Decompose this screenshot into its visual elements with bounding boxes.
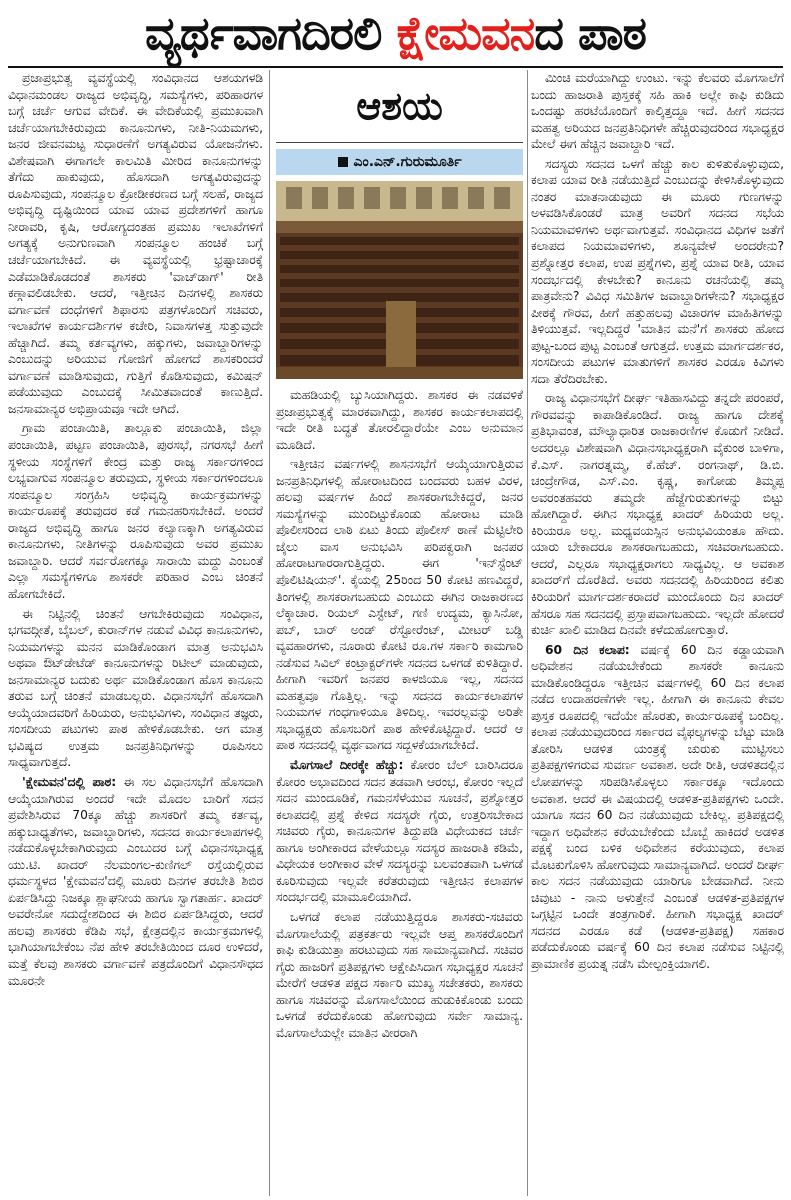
paragraph: ಈ ನಿಟ್ಟಿನಲ್ಲಿ ಚಿಂತನೆ ಆಗಬೇಕಿರುವುದು ಸಂವಿಧಾನ, ಭಗವದ್ಗೀತೆ, ಬೈಬಲ್, ಕುರಾನ್‌ಗಳ ನಡುವೆ ವಿವಿಧ ಕಾನೂನುಗಳು, ನಿಯಮಗಳನ್ನು ಮನನ ಮಾಡಿಕೊಂಡಾಗ ಮಾತ್ರ ಅನುಭವಿಸಿ ಅಥವಾ ಔಟ್‌ಡೇಟೆಡ್ ಕಾನೂನುಗಳನ್ನು ರಿಟೀಲ್ ಮಾಡುವುದು, ಜನಸಾಮಾನ್ಯರ ಬದುಕು ಅರ್ಥ ಮಾಡಿಕೊಂಡಾಗ ಹೊಸ ಕಾನೂನು ತರುವ ಬಗ್ಗೆ ಚಿಂತನೆ ಮಾಡಬಲ್ಲರು. ವಿಧಾನಸಭೆಗೆ ಹೊಸದಾಗಿ ಆಯ್ಕೆಯಾದವರಿಗೆ ಹಿರಿಯರು, ಅನುಭವಿಗಳು, ಸಂವಿಧಾನ ತಜ್ಞರು, ಸಂಸದೀಯ ಪಟುಗಳು ಪಾಠ ಹೇಳಿಕೊಡಬೇಕು. ಆಗ ಮಾತ್ರ ಭವಿಷ್ಯದ ಉತ್ತಮ ಜನಪ್ರತಿನಿಧಿಗಳನ್ನು ರೂಪಿಸಲು ಸಾಧ್ಯವಾಗುತ್ತದೆ. — [8, 606, 263, 770]
paragraph: ಸದಸ್ಯರು ಸದನದ ಒಳಗೆ ಹೆಚ್ಚು ಕಾಲ ಕುಳಿತುಕೊಳ್ಳುವುದು, ಕಲಾಪ ಯಾವ ರೀತಿ ನಡೆಯುತ್ತಿದೆ ಎಂಬುದನ್ನು ಕೇಳಿಸಿಕೊಳ್ಳುವುದು ನಂತರ ಮಾತನಾಡುವುದು ಈ ಮೂರು ಗುಣಗಳನ್ನು ಅಳವಡಿಸಿಕೊಂಡರೆ ಮಾತ್ರ ಅವರಿಗೆ ಸದನದ ಸಭೆಯ ನಿಯಮಾವಳಿಗಳು ಅರ್ಥವಾಗುತ್ತವೆ. ಸಂವಿಧಾನದ ವಿಧಿಗಳ ಜತೆಗೆ ಕಲಾಪದ ನಿಯಮಾವಳಿಗಳು, ಶೂನ್ಯವೇಳೆ ಅಂದರೇನು? ಪ್ರಶ್ನೋತ್ತರ ಕಲಾಪ, ಉಪ ಪ್ರಶ್ನೆಗಳು, ಪ್ರಶ್ನೆ ಯಾವ ರೀತಿ, ಯಾವ ಸಂದರ್ಭದಲ್ಲಿ ಕೇಳಬೇಕು? ಕಾನೂನು ರಚನೆಯಲ್ಲಿ ತಮ್ಮ ಪಾತ್ರವೇನು? ವಿವಿಧ ಸಮಿತಿಗಳ ಜವಾಬ್ದಾರಿಗಳೇನು? ಸಭಾಧ್ಯಕ್ಷರ ಪೀಠಕ್ಕೆ ಗೌರವ, ಹೀಗೆ ಹತ್ತುಹಲವು ವಿಚಾರಗಳ ಮಾಹಿತಿಗಳನ್ನು ತಿಳಿಯುತ್ತವೆ. ಇಲ್ಲದಿದ್ದರೆ 'ಮಾತಿನ ಮನೆ'ಗೆ ಶಾಸಕರು ಹೋದ ಪುಟ್ಟ-ಬಂದ ಪುಟ್ಟ ಎಂಬಂತೆ ಆಗುತ್ತದೆ. ಉತ್ತಮ ಮಾರ್ಗದರ್ಶಕರ, ಸಂಸದೀಯ ಪಟುಗಳ ಮಾತುಗಳಿಗೆ ಶಾಸಕರ ಎರಡೂ ಕಿವಿಗಳು ಸದಾ ತೆರೆದಿರಬೇಕು. — [531, 156, 784, 386]
paragraph: ಪ್ರಜಾಪ್ರಭುತ್ವ ವ್ಯವಸ್ಥೆಯಲ್ಲಿ ಸಂವಿಧಾನದ ಆಶಯಗಳಡಿ ವಿಧಾನಮಂಡಲ ರಾಜ್ಯದ ಅಭಿವೃದ್ಧಿ, ಸಮಸ್ಯೆಗಳು, ಪರಿಹಾರಗಳ ಬಗ್ಗೆ ಚರ್ಚೆ ಆಗುವ ವೇದಿಕೆ. ಈ ವೇದಿಕೆಯಲ್ಲಿ ಪ್ರಮುಖವಾಗಿ ಚರ್ಚೆಯಾಗಬೇಕಿರುವುದು ಕಾನೂನುಗಳು, ನೀತಿ-ನಿಯಮಗಳು, ಜನರ ಜೀವನಮಟ್ಟ ಸುಧಾರಣೆಗೆ ಅಗತ್ಯವಿರುವ ಯೋಜನೆಗಳು. ವಿಶೇಷವಾಗಿ ಈಗಾಗಲೇ ಕಾಲಮಿತಿ ಮೀರಿದ ಕಾನೂನುಗಳನ್ನು ತೆಗೆದು ಹಾಕುವುದು, ಹೊಸದಾಗಿ ಅಗತ್ಯವಿರುವುದನ್ನು ರೂಪಿಸುವುದು, ಸಂಪನ್ಮೂಲ ಕ್ರೋಡೀಕರಣದ ಬಗ್ಗೆ ಸಲಹೆ, ರಾಜ್ಯದ ಅಭಿವೃದ್ಧಿ ದೃಷ್ಟಿಯಿಂದ ಯಾವ ಯಾವ ಪ್ರದೇಶಗಳಿಗೆ ಹಾಗೂ ನೀರಾವರಿ, ಕೃಷಿ, ಆರೋಗ್ಯದಂತಹ ಪ್ರಮುಖ ಇಲಾಖೆಗಳಿಗೆ ಅಗತ್ಯಕ್ಕೆ ಅನುಗುಣವಾಗಿ ಸಂಪನ್ಮೂಲ ಹಂಚಿಕೆ ಬಗ್ಗೆ ಚರ್ಚೆಯಾಗಬೇಕಿದೆ. ಈ ವ್ಯವಸ್ಥೆಯಲ್ಲಿ ಭ್ರಷ್ಟಾಚಾರಕ್ಕೆ ಎಡೆಮಾಡಿಕೊಡದಂತೆ ಶಾಸಕರು 'ವಾಚ್‌ಡಾಗ್' ರೀತಿ ಕಣ್ಗಾವಲಿಡಬೇಕು. ಆದರೆ, ಇತ್ತೀಚಿನ ದಿನಗಳಲ್ಲಿ ಶಾಸಕರು ವರ್ಗಾವಣೆ ದಂಧೆಗಳಿಗೆ ಶಿಫಾರಸು ಪತ್ರಗಳೊಂದಿಗೆ ಸಚಿವರು, ಇಲಾಖೆಗಳ ಕಾರ್ಯದರ್ಶಿಗಳ ಕಚೇರಿ, ನಿವಾಸಗಳತ್ತ ಸುತ್ತುವುದೇ ಹೆಚ್ಚಾಗಿದೆ. ತಮ್ಮ ಕರ್ತವ್ಯಗಳು, ಹಕ್ಕುಗಳು, ಜವಾಬ್ದಾರಿಗಳನ್ನು ಎಂಬುದನ್ನು ಅರಿಯುವ ಗೋಜಿಗೆ ಹೋಗದೆ ಶಾಸಕರಿಂದರೆ ವರ್ಗಾವಣೆ ಮಾಡಿಸುವುದು, ಗುತ್ತಿಗೆ ಕೊಡಿಸುವುದು, ಕಮಿಷನ್ ಪಡೆಯುವುದು ಎಂಬುದಕ್ಕೆ ಸೀಮಿತವಾದಂತೆ ಕಾಣುತ್ತಿದೆ. ಜನಸಾಮಾನ್ಯರ ಅಭಿಪ್ರಾಯವೂ ಇದೇ ಆಗಿದೆ. — [8, 71, 263, 416]
paragraph: ಇತ್ತೀಚಿನ ವರ್ಷಗಳಲ್ಲಿ ಶಾಸನಸಭೆಗೆ ಆಯ್ಕೆಯಾಗುತ್ತಿರುವ ಜನಪ್ರತಿನಿಧಿಗಳಲ್ಲಿ ಹೋರಾಟದಿಂದ ಬಂದವರು ಬಹಳ ವಿರಳ, ಹಲವು ವರ್ಷಗಳ ಹಿಂದೆ ಶಾಸಕರಾಗಬೇಕಿದ್ದರೆ, ಜನರ ಸಮಸ್ಯೆಗಳನ್ನು ಮುಂದಿಟ್ಟುಕೊಂಡು ಹೋರಾಟ ಮಾಡಿ ಪೊಲೀಸರಿಂದ ಲಾಠಿ ಏಟು ತಿಂದು ಪೊಲೀಸ್ ಠಾಣೆ ಮೆಟ್ಟಿಲೇರಿ ಜೈಲು ವಾಸ ಅನುಭವಿಸಿ ಪರಿಪಕ್ವರಾಗಿ ಜನಪರ ಹೋರಾಟಗಾರರಾಗುತ್ತಿದ್ದರು. ಈಗ 'ಇನ್‌ಸ್ಟೆಂಟ್ ಪೊಲಿಟಿಷಿಯನ್'. ಕೈಯಲ್ಲಿ 25ರಿಂದ 50 ಕೋಟಿ ಹಣವಿದ್ದರೆ, ತಿಂಗಳಲ್ಲಿ ಶಾಸಕರಾಗಬಹುದು ಎಂಬುದು ಈಗಿನ ರಾಜಕಾರಣದ ಲೆಕ್ಕಾಚಾರ. ರಿಯಲ್ ಎಸ್ಟೇಟ್, ಗಣಿ ಉದ್ಯಮ, ಕ್ಯಾಸಿನೋ, ಪಬ್, ಬಾರ್ ಅಂಡ್ ರೆಸ್ಟೋರೆಂಟ್, ಮೀಟರ್ ಬಡ್ಡಿ ವ್ಯವಹಾರಗಳು, ನೂರಾರು ಕೋಟಿ ರೂ.ಗಳ ಸರ್ಕಾರಿ ಕಾಮಗಾರಿ ನಡೆಸುವ ಸಿವಿಲ್ ಕಂಟ್ರಾಕ್ಟರ್‌ಗಳೇ ಸದನದ ಒಳಗಡೆ ಕುಳಿತಿದ್ದಾರೆ. ಹೀಗಾಗಿ ಇವರಿಗೆ ಜನಪರ ಕಾಳಜಿಯೂ ಇಲ್ಲ, ಸದನದ ಮಹತ್ವವೂ ಗೊತ್ತಿಲ್ಲ. ಇನ್ನು ಸದನದ ಕಾರ್ಯಕಲಾಪಗಳ ನಿಯಮಗಳ ಗಂಧಗಾಳಿಯೂ ತಿಳಿದಿಲ್ಲ. ಇವರಲ್ಲವನ್ನು ಅರಿತೇ ಸಭಾಧ್ಯಕ್ಷರು ಹೊಸಬರಿಗೆ ಪಾಠ ಹೇಳಿಕೊಟ್ಟಿದ್ದಾರೆ. ಆದರೆ ಆ ಪಾಠ ಸದನದಲ್ಲಿ ವ್ಯರ್ಥವಾಗದ ಸದ್ಬಳಕೆಯಾಗಬೇಕಿದೆ. — [276, 457, 523, 753]
paragraph: ಮಹಡಿಯಲ್ಲಿ ಬ್ಯುಸಿಯಾಗಿದ್ದರು. ಶಾಸಕರ ಈ ನಡವಳಿಕೆ ಪ್ರಜಾಪ್ರಭುತ್ವಕ್ಕೆ ಮಾರಕವಾಗಿದ್ದು, ಶಾಸಕರ ಕಾರ್ಯಕಲಾಪದಲ್ಲಿ ಇದೇ ರೀತಿ ಬದ್ಧತೆ ತೋರಲಿದ್ದಾರೆಯೇ ಎಂಬ ಅನುಮಾನ ಮೂಡಿದೆ. — [276, 388, 523, 452]
headline-part2: ದ ಪಾಠ — [534, 6, 647, 60]
column-divider — [269, 70, 270, 1196]
paragraph: ಗ್ರಾಮ ಪಂಚಾಯಿತಿ, ತಾಲ್ಲೂಕು ಪಂಚಾಯಿತಿ, ಜಿಲ್ಲಾ ಪಂಚಾಯಿತಿ, ಪಟ್ಟಣ ಪಂಚಾಯಿತಿ, ಪುರಸಭೆ, ನಗರಸಭೆ ಹೀಗೆ ಸ್ಥಳೀಯ ಸಂಸ್ಥೆಗಳಿಗೆ ಕೇಂದ್ರ ಮತ್ತು ರಾಜ್ಯ ಸರ್ಕಾರಗಳಿಂದ ಲಭ್ಯವಾಗುವ ಸಂಪನ್ಮೂಲ ತರುವುದು, ಸ್ಥಳೀಯ ಸರ್ಕಾರಗಳಿಂದಲೂ ಸಂಪನ್ಮೂಲ ಸಂಗ್ರಹಿಸಿ ಅಭಿವೃದ್ಧಿ ಕಾರ್ಯಕ್ರಮಗಳನ್ನು ಕಾರ್ಯರೂಪಕ್ಕೆ ತರುವುದರ ಕಡೆ ಗಮನಹರಿಸಬೇಕಿದೆ. ಅಂದರೆ ರಾಜ್ಯದ ಅಭಿವೃದ್ಧಿ ಹಾಗೂ ಜನರ ಕಲ್ಯಾಣಕ್ಕಾಗಿ ಅಗತ್ಯವಿರುವ ಕಾನೂನುಗಳು, ನೀತಿಗಳನ್ನು ರೂಪಿಸುವುದು ಅವರ ಪ್ರಮುಖ ಜವಾಬ್ದಾರಿ. ಆದರೆ ಸರ್ವರೋಗಕ್ಕೂ ಸಾರಾಯಿ ಮದ್ದು ಎಂಬಂತೆ ಎಲ್ಲಾ ಸಮಸ್ಯೆಗಳಿಗೂ ಶಾಸಕರೇ ಪರಿಹಾರ ಎಂಬ ಚಿಂತನೆ ಹೋಗಬೇಕಿದೆ. — [8, 421, 263, 601]
article-column-1 — [8, 70, 263, 1196]
paragraph: ರಾಜ್ಯ ವಿಧಾನಸಭೆಗೆ ದೀರ್ಘ ಇತಿಹಾಸವಿದ್ದು ತನ್ನದೇ ಪರಂಪರೆ, ಗೌರವವನ್ನು ಕಾಪಾಡಿಕೊಂಡಿದೆ. ರಾಜ್ಯ ಹಾಗೂ ದೇಶಕ್ಕೆ ಪ್ರತಿಭಾವಂತ, ಮೌಲ್ಯಾಧಾರಿತ ರಾಜಕಾರಣಿಗಳ ಕೊಡುಗೆ ನೀಡಿದೆ. ಅದರಲ್ಲೂ ವಿಶೇಷವಾಗಿ ವಿಧಾನಸಭಾಧ್ಯಕ್ಷರಾಗಿ ವೈಕುಂಠ ಬಾಳಿಗಾ, ಕೆ.ಎಸ್. ನಾಗರತ್ನಮ್ಮ, ಕೆ.ಹೆಚ್. ರಂಗನಾಥ್, ಡಿ.ಬಿ. ಚಂದ್ರೇಗೌಡ, ಎಸ್.ಎಂ. ಕೃಷ್ಣ, ಕಾಗೋಡು ತಿಮ್ಮಪ್ಪ ಅವರಂತಹವರು ತಮ್ಮದೇ ಹೆಜ್ಜೆಗುರುತುಗಳನ್ನು ಬಿಟ್ಟು ಹೋಗಿದ್ದಾರೆ. ಈಗಿನ ಸಭಾಧ್ಯಕ್ಷ ಖಾದರ್ ಹಿರಿಯರು ಅಲ್ಲ. ಕಿರಿಯರೂ ಅಲ್ಲ. ಮಧ್ಯವಯಸ್ಸಿನ ಅನುಭವಿಯಂತೂ ಹೌದು. ಯಾರು ಬೇಕಾದರೂ ಶಾಸಕರಾಗಬಹುದು, ಸಚಿವರಾಗಬಹುದು. ಆದರೆ, ಎಲ್ಲರೂ ಸಭಾಧ್ಯಕ್ಷರಾಗಲು ಸಾಧ್ಯವಿಲ್ಲ. ಆ ಅವಕಾಶ ಖಾದರ್‌ಗೆ ದೊರೆತಿದೆ. ಅವರು ಸದನದಲ್ಲಿ ಹಿರಿಯರಿಂದ ಕಲಿತು ಕಿರಿಯರಿಗೆ ಮಾರ್ಗದರ್ಶಕರಾದರೆ ಮುಂದೊಂದು ದಿನ ಖಾದರ್ ಹೆಸರೂ ಸಹ ಸದನದಲ್ಲಿ ಪ್ರಸ್ತಾಪವಾಗಬಹುದು. ಇಲ್ಲದೇ ಹೋದರೆ ಕುರ್ಚಿ ಖಾಲಿ ಮಾಡಿದ ದಿನವೇ ಕಳೆದುಹೋಗುತ್ತಾರೆ. — [531, 391, 784, 638]
square-bullet-icon — [338, 157, 348, 167]
headline — [0, 0, 791, 66]
paragraph — [531, 642, 784, 973]
paragraph-text: ವರ್ಷಕ್ಕೆ 60 ದಿನ ಕಡ್ಡಾಯವಾಗಿ ಅಧಿವೇಶನ ನಡೆಯಬೇಕೆಂದು ಶಾಸಕರೇ ಕಾನೂನು ಮಾಡಿಕೊಂಡಿದ್ದರೂ ಇತ್ತೀಚಿನ ವರ್ಷಗಳಲ್ಲಿ 60 ದಿನ ಕಲಾಪ ನಡೆದ ಉದಾಹರಣೆಗಳೇ ಇಲ್ಲ. ಹೀಗಾಗಿ ಈ ಕಾನೂನು ಕೇವಲ ಪುಸ್ತಕ ರೂಪದಲ್ಲಿ ಇದೆಯೇ ಹೊರತು, ಕಾರ್ಯರೂಪಕ್ಕೆ ಬಂದಿಲ್ಲ. ಕಲಾಪ ನಡೆಯುವುದರಿಂದ ಸರ್ಕಾರದ ವೈಫಲ್ಯಗಳನ್ನು ಬೆಟ್ಟು ಮಾಡಿ ತೋರಿಸಿ ಆಡಳಿತ ಯಂತ್ರಕ್ಕೆ ಚುರುಕು ಮುಟ್ಟಿಸಲು ಪ್ರತಿಪಕ್ಷಗಳಿಗರುವ ಸುವರ್ಣ ಅವಕಾಶ. ಅದೇ ರೀತಿ, ಆಡಳಿತದಲ್ಲಿನ ಲೋಪಗಳನ್ನು ಸರಿಪಡಿಸಿಕೊಳ್ಳಲು ಸರ್ಕಾರಕ್ಕೂ ಇದೊಂದು ಅವಕಾಶ. ಆದರೆ ಈ ವಿಷಯದಲ್ಲಿ ಆಡಳಿತ-ಪ್ರತಿಪಕ್ಷಗಳು ಒಂದೇ. ಯಾಗೂ ಸದನ 60 ದಿನ ನಡೆಯುವುದು ಬೇಕಿಲ್ಲ. ಪ್ರತಿಪಕ್ಷದಲ್ಲಿ ಇದ್ದಾಗ ಅಧಿವೇಶನ ಕರೆಯಬೇಕೆಂದು ಬೊಬ್ಬೆ ಹಾಕಿದರೆ ಅಡಳಿತ ಪಕ್ಷಕ್ಕೆ ಬಂದ ಬಳಿಕ ಅಧಿವೇಶನ ಕರೆಯುವುದು, ಕಲಾಪ ಮೊಟಕುಗೊಳಿಸಿ ಹೋಗುವುದು ಸಾಮಾನ್ಯವಾಗಿದೆ. ಅಂದರೆ ದೀರ್ಘ ಕಾಲ ಸದನ ನಡೆಯುವುದು ಯಾರಿಗೂ ಬೇಡವಾಗಿದೆ. ನೀನು ಚಿವುಟು - ನಾನು ಅಳುತ್ತೇನೆ ಎಂಬಂತೆ ಆಡಳಿತ-ಪ್ರತಿಪಕ್ಷಗಳ ಒಗ್ಗಟ್ಟಿನ ಒಂದೇ ತಂತ್ರಗಾರಿಕೆ. ಹೀಗಾಗಿ ಸಭಾಧ್ಯಕ್ಷ ಖಾದರ್ ಸದನದ ಎರಡೂ ಕಡೆ (ಆಡಳಿತ-ಪ್ರತಿಪಕ್ಷ) ಸಹಕಾರ ಪಡೆದುಕೊಂಡು ವರ್ಷಕ್ಕೆ 60 ದಿನ ಕಲಾಪ ನಡೆಸುವ ನಿಟ್ಟಿನಲ್ಲಿ ಪ್ರಾಮಾಣಿಕ ಪ್ರಯತ್ನ ನಡೆಸಿ ಮೇಲ್ಪಂಕ್ತಿಯಾಗಲಿ. — [531, 642, 784, 971]
byline — [276, 149, 523, 175]
article-column-3 — [531, 70, 784, 1196]
author-name: ಎಂ.ಎನ್.ಗುರುಮೂರ್ತಿ — [353, 154, 462, 170]
paragraph: ಒಳಗಡೆ ಕಲಾಪ ನಡೆಯುತ್ತಿದ್ದರೂ ಶಾಸಕರು-ಸಚಿವರು ಮೊಗಸಾಲೆಯಲ್ಲಿ ಪತ್ರಕರ್ತರು ಇಲ್ಲವೇ ಆಪ್ತ ಶಾಸಕರೊಂದಿಗೆ ಕಾಫಿ ಕುಡಿಯುತ್ತಾ ಹರಟುವುದು ಸಹ ಸಾಮಾನ್ಯವಾಗಿದೆ. ಸಚಿವರ ಗೈರು ಹಾಜರಿಗೆ ಪ್ರತಿಪಕ್ಷಗಳು ಆಕ್ಷೇಪಿಸಿದಾಗ ಸಭಾಧ್ಯಕ್ಷರ ಸೂಚನೆ ಮೇರೆಗೆ ಆಡಳಿತ ಪಕ್ಷದ ಸರ್ಕಾರಿ ಮುಖ್ಯ ಸಚೇತಕರು, ಶಾಸಕರು ಹಾಗೂ ಸಚಿವರನ್ನು ಮೊಗಸಾಲೆಯಿಂದ ಹುಡುಕಿಕೊಂಡು ಬಂದು ಒಳಗಡೆ ಕರೆದುಕೊಂಡು ಹೋಗುವುದು ಸರ್ವೇ ಸಾಮಾನ್ಯ. ಮೊಗಸಾಲೆಯಲ್ಲೇ ಮಾತಿನ ವೀರರಾಗಿ — [276, 909, 523, 1040]
column-label: ಆಶಯ — [276, 70, 523, 143]
headline-rule — [8, 66, 783, 68]
paragraph-text: ಕೋರಂ ಬೆಲ್ ಬಾರಿಸಿದರೂ ಕೋರಂ ಅಭಾವದಿಂದ ಸದನ ತಡವಾಗಿ ಆರಂಭ, ಕೋರಂ ಇಲ್ಲದೆ ಸದನ ಮುಂದೂಡಿಕೆ, ಗಮನಸೆಳೆಯುವ ಸೂಚನೆ, ಪ್ರಶ್ನೋತ್ತರ ಕಲಾಪದಲ್ಲಿ ಪ್ರಶ್ನೆ ಕೇಳಿದ ಸದಸ್ಯರೇ ಗೈರು, ಉತ್ತರಿಸಬೇಕಾದ ಸಚಿವರು ಗೈರು, ಕಾನೂನುಗಳ ತಿದ್ದುಪಡಿ ವಿಧೇಯಕದ ಚರ್ಚೆ ಹಾಗೂ ಅಂಗೀಕಾರದ ವೇಳೆಯಲ್ಲೂ ಸದಸ್ಯರ ಹಾಜರಾತಿ ಕಡಿಮೆ, ವಿಧೇಯಕ ಅಂಗೀಕಾರ ವೇಳೆ ಸದಸ್ಯರನ್ನು ಬಲವಂತವಾಗಿ ಒಳಗಡೆ ಕೂರಿಸುವುದು ಇಲ್ಲವೇ ಕರೆತರುವುದು ಇತ್ತೀಚಿನ ಕಲಾಪಗಳ ಸಂದರ್ಭದಲ್ಲಿ ಮಾಮೂಲಿಯಾಗಿದೆ. — [276, 758, 523, 905]
paragraph: ಮಿಂಚಿ ಮರೆಯಾಗಿದ್ದು ಉಂಟು. ಇನ್ನು ಕೆಲವರು ಮೊಗಸಾಲೆಗೆ ಬಂದು ಹಾಜರಾತಿ ಪುಸ್ತಕಕ್ಕೆ ಸಹಿ ಹಾಕಿ ಅಲ್ಲೇ ಕಾಫಿ ಕುಡಿದು ಒಂದಷ್ಟು ಹರಟೆಯೊಂದಿಗೆ ಕಾಲ್ಕಿತ್ತದ್ದೂ ಇದೆ. ಹೀಗೆ ಸದನದ ಮಹತ್ವ ಅರಿಯದ ಜನಪ್ರತಿನಿಧಿಗಳೇ ಹೆಚ್ಚಿರುವುದರಿಂದ ಸಭಾಧ್ಯಕ್ಷರ ಮೇಲೆ ಈಗ ಹೆಚ್ಚಿನ ಜವಾಬ್ದಾರಿ ಇದೆ. — [531, 71, 784, 152]
assembly-hall-photo — [276, 181, 523, 379]
article-column-2 — [276, 70, 523, 1196]
headline-part1: ವ್ಯರ್ಥವಾಗದಿರಲಿ — [144, 6, 397, 60]
paragraph — [8, 774, 263, 989]
subheading: 'ಕ್ಷೇಮವನ'ದಲ್ಲಿ ಪಾಠ: — [22, 774, 117, 789]
paragraph-text: ಈ ಸಲ ವಿಧಾನಸಭೆಗೆ ಹೊಸದಾಗಿ ಆಯ್ಕೆಯಾಗಿರುವ ಅಂದರೆ ಇದೇ ಮೊದಲ ಬಾರಿಗೆ ಸದನ ಪ್ರವೇಶಿಸಿರುವ 70ಕ್ಕೂ ಹೆಚ್ಚು ಶಾಸಕರಿಗೆ ತಮ್ಮ ಕರ್ತವ್ಯ, ಹಕ್ಕುಬಾಧ್ಯತೆಗಳು, ಜವಾಬ್ದಾರಿಗಳು, ಸದನದ ಕಾರ್ಯಕಲಾಪಗಳಲ್ಲಿ ನಡೆದುಕೊಳ್ಳಬೇಕಾಗಿರುವುದು ಎಂಬುದರ ಬಗ್ಗೆ ವಿಧಾನಸಭಾಧ್ಯಕ್ಷ ಯು.ಟಿ. ಖಾದರ್ ನೆಲಮಂಗಲ-ಕುಣಿಗಲ್ ರಸ್ತೆಯಲ್ಲಿರುವ ಧರ್ಮಸ್ಥಳದ 'ಕ್ಷೇಮವನ'ದಲ್ಲಿ ಮೂರು ದಿನಗಳ ತರಬೇತಿ ಶಿಬಿರ ಏರ್ಪಡಿಸಿದ್ದು ನಿಜಕ್ಕೂ ಶ್ಲಾಘನೀಯ ಹಾಗೂ ಸ್ವಾಗತಾರ್ಹ. ಖಾದರ್ ಅವರೇನೋ ಸದುದ್ದೇಶದಿಂದ ಈ ಶಿಬಿರ ಏರ್ಪಡಿಸಿದ್ದರು, ಆದರೆ ಹಲವು ಶಾಸಕರು ಕೆಡಿಪಿ ಸಭೆ, ಕ್ಷೇತ್ರದಲ್ಲಿನ ಕಾರ್ಯಕ್ರಮಗಳಲ್ಲಿ ಭಾಗಿಯಾಗಬೇಕೆಂಬ ನೆಪ ಹೇಳಿ ತರಬೇತಿಯಿಂದ ದೂರ ಉಳಿದರೆ, ಮತ್ತೆ ಕೆಲವು ಶಾಸಕರು ವರ್ಗಾವಣೆ ಪತ್ರದೊಂದಿಗೆ ವಿಧಾನಸೌಧದ ಮೂರನೇ — [8, 774, 263, 988]
headline-highlight: ಕ್ಷೇಮವನ — [396, 6, 535, 60]
subheading: 60 ದಿನ ಕಲಾಪ: — [545, 642, 630, 657]
paragraph — [276, 757, 523, 906]
subheading: ಮೊಗಸಾಲೆ ದೀರಕ್ಕೇ ಹೆಚ್ಚು: — [290, 758, 404, 773]
column-divider — [527, 70, 528, 1196]
